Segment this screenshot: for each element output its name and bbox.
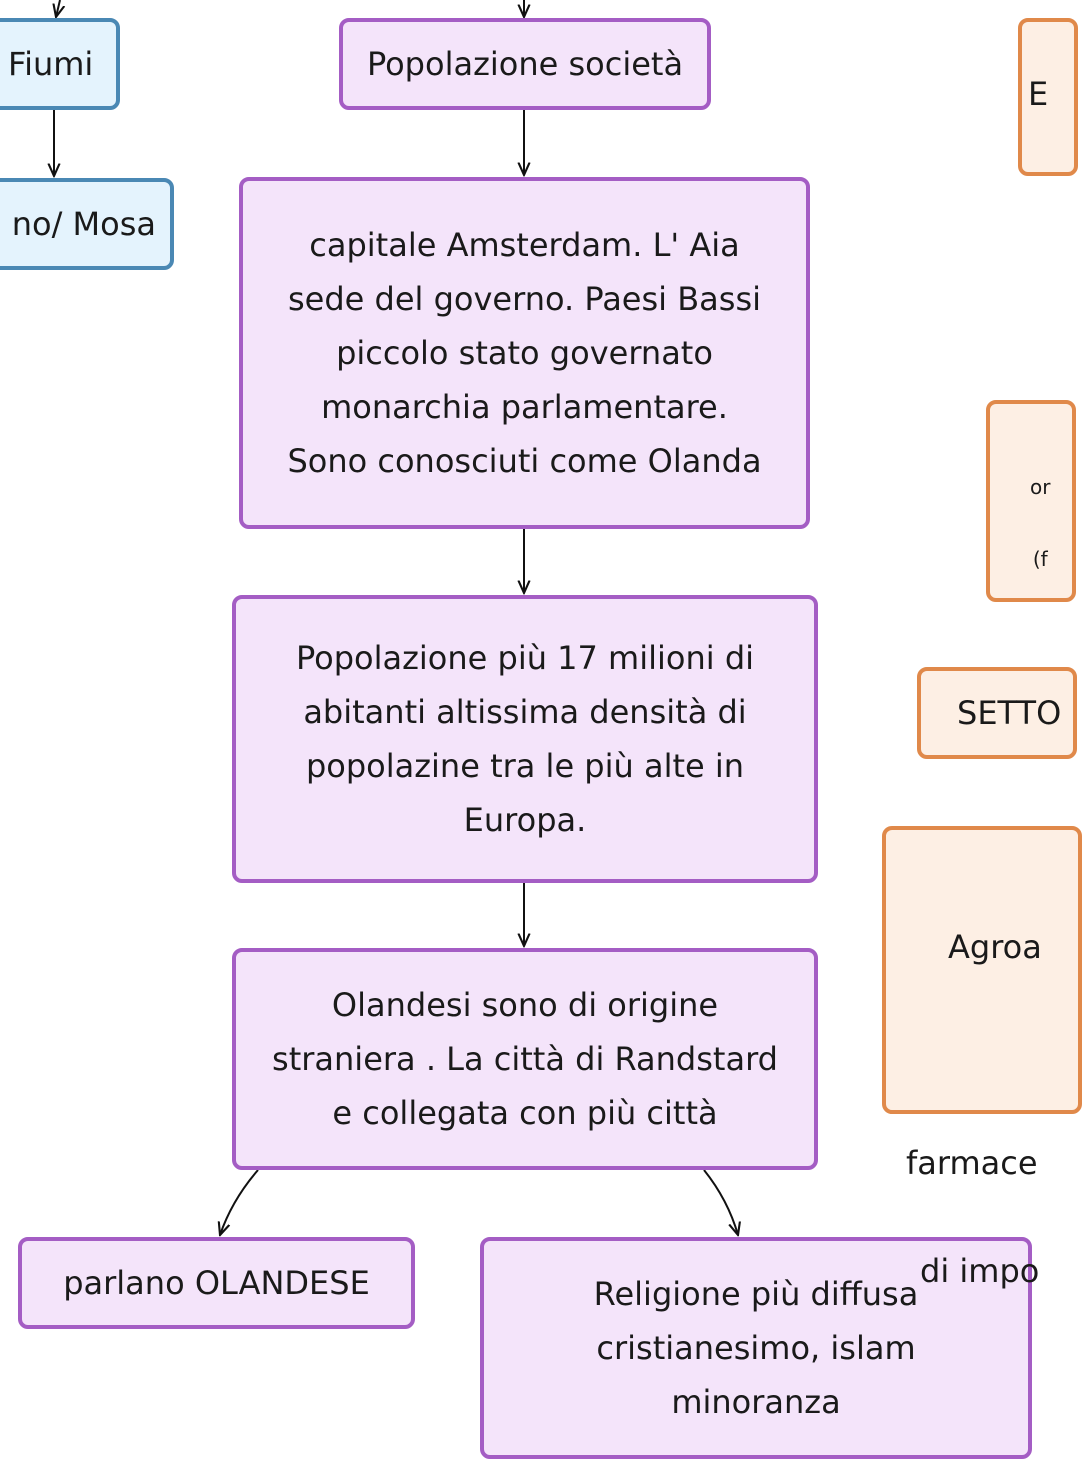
- node-olandesi-label: Olandesi sono di origine straniera . La città di Randstard e collegata con più città: [272, 986, 778, 1132]
- node-popolazione[interactable]: [232, 595, 818, 883]
- node-popolazione-label: Popolazione più 17 milioni di abitanti altissima densità di popolazine tra le più alte in Europa.: [295, 639, 755, 839]
- connector-olandesi-to-religione: [704, 1170, 738, 1235]
- node-settore-clipped[interactable]: [917, 667, 1077, 759]
- node-capitale[interactable]: [239, 177, 810, 529]
- node-fiumi-label: Fiumi: [8, 45, 94, 83]
- node-popolazione-societa[interactable]: [339, 18, 711, 110]
- node-orange-small-clipped[interactable]: [986, 400, 1076, 602]
- node-olandesi[interactable]: [232, 948, 818, 1170]
- node-capitale-label: capitale Amsterdam. L' Aia sede del governo. Paesi Bassi piccolo stato governato monarchia parlamentare. Sono conosciuti come Olanda: [287, 226, 762, 480]
- node-agroa-spacer: [886, 1028, 1078, 1082]
- connector-top-to-fiumi: [56, 0, 60, 17]
- node-popolazione-societa-label: Popolazione società: [366, 45, 684, 83]
- node-agroalimentare-clipped-text: [886, 866, 1078, 1352]
- node-fiumi[interactable]: [0, 18, 120, 110]
- node-parlano[interactable]: [18, 1237, 415, 1329]
- node-orange-small-clipped-text: [1030, 433, 1050, 577]
- node-reno-mosa[interactable]: [0, 178, 174, 270]
- node-economia-clipped[interactable]: [1018, 18, 1078, 176]
- node-reno-mosa-label: no/ Mosa: [11, 205, 156, 243]
- node-settore-clipped-label: SETTO: [957, 694, 1062, 732]
- node-agroa-line1: Agroa: [948, 928, 1042, 966]
- connector-olandesi-to-parlano: [220, 1170, 258, 1235]
- node-parlano-label: parlano OLANDESE: [63, 1264, 370, 1302]
- node-orange-small-line2: (f: [1032, 547, 1048, 571]
- node-religione-label: Religione più diffusa cristianesimo, islam minoranza: [593, 1275, 919, 1421]
- node-economia-clipped-label: E: [1028, 75, 1049, 113]
- node-agroalimentare-clipped[interactable]: [882, 826, 1082, 1290]
- node-orange-small-line1: or: [1030, 475, 1051, 499]
- node-agroa-line4: di impo: [920, 1252, 1040, 1290]
- node-agroa-line3: farmace: [906, 1144, 1038, 1182]
